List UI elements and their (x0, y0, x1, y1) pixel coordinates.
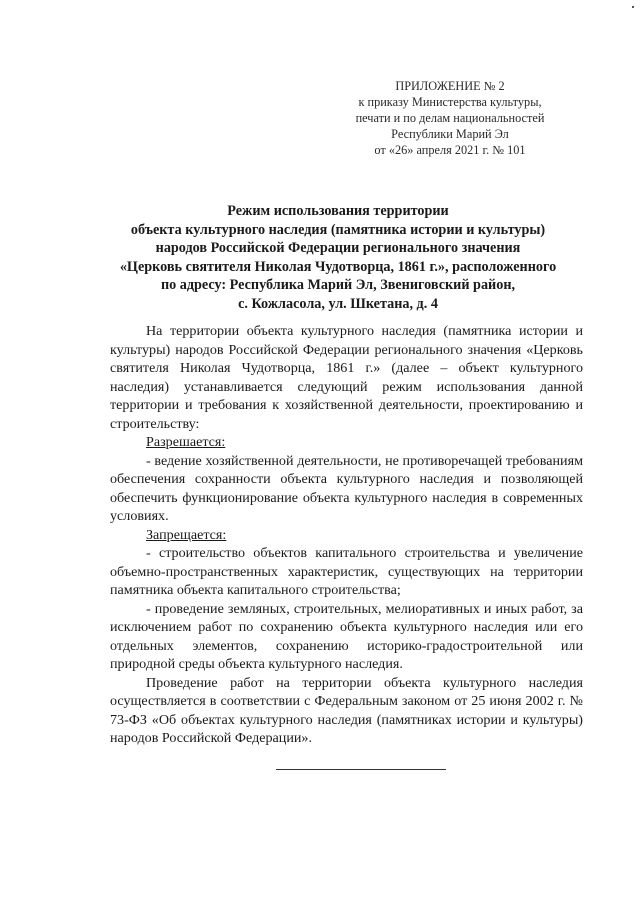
closing-divider-line (276, 769, 446, 770)
title-line: объекта культурного наследия (памятника истории и культуры) (130, 221, 546, 238)
scan-artifact-dot (632, 6, 634, 8)
appendix-date-line: от «26» апреля 2021 г. № 101 (374, 143, 526, 157)
title-line: с. Кожласола, ул. Шкетана, д. 4 (238, 295, 438, 312)
appendix-header (320, 78, 580, 158)
appendix-order-line: к приказу Министерства культуры, (358, 95, 542, 109)
closing-paragraph: Проведение работ на территории объекта культурного наследия осуществляется в соответствии с Федеральным законом от 25 июня 2002 г. № 73-ФЗ «Об объектах культурного наследия (памятниках истории и культуры) народов Российской Федерации». (110, 674, 583, 746)
title-line: «Церковь святителя Николая Чудотворца, 1861 г.», расположенного (119, 258, 557, 275)
title-line: Режим использования территории (227, 203, 449, 219)
appendix-republic-line: Республики Марий Эл (391, 127, 509, 141)
allowed-heading: Разрешается: (146, 434, 226, 450)
allowed-item: - ведение хозяйственной деятельности, не противоречащей требованиям обеспечения сохранности объекта культурного наследия и позволяющей обеспечить функционирование объекта культурного наследия в современных условиях. (110, 452, 583, 524)
forbidden-item: - строительство объектов капитального строительства и увеличение объемно-пространственных характеристик, существующих на территории памятника объекта капитального строительства; (110, 545, 583, 598)
title-line: по адресу: Республика Марий Эл, Звениговский район, (160, 277, 516, 294)
appendix-number: ПРИЛОЖЕНИЕ № 2 (395, 79, 505, 93)
document-title (100, 202, 576, 314)
appendix-ministry-line: печати и по делам национальностей (355, 111, 545, 125)
forbidden-item: - проведение земляных, строительных, мелиоративных и иных работ, за исключением работ по сохранению объекта культурного наследия или его отдельных элементов, сохранению историко-градостроительной или природной среды объекта культурного наследия. (110, 600, 583, 672)
title-line: народов Российской Федерации регионального значения (155, 240, 521, 257)
document-body (110, 322, 583, 748)
intro-paragraph: На территории объекта культурного наследия (памятника истории и культуры) народов Российской Федерации регионального значения «Церковь святителя Николая Чудотворца, 1861 г.» (далее – объект культурного наследия) устанавливается следующий режим использования данной территории и требования к хозяйственной деятельности, проектированию и строительству: (110, 323, 583, 432)
forbidden-heading: Запрещается: (146, 526, 227, 543)
